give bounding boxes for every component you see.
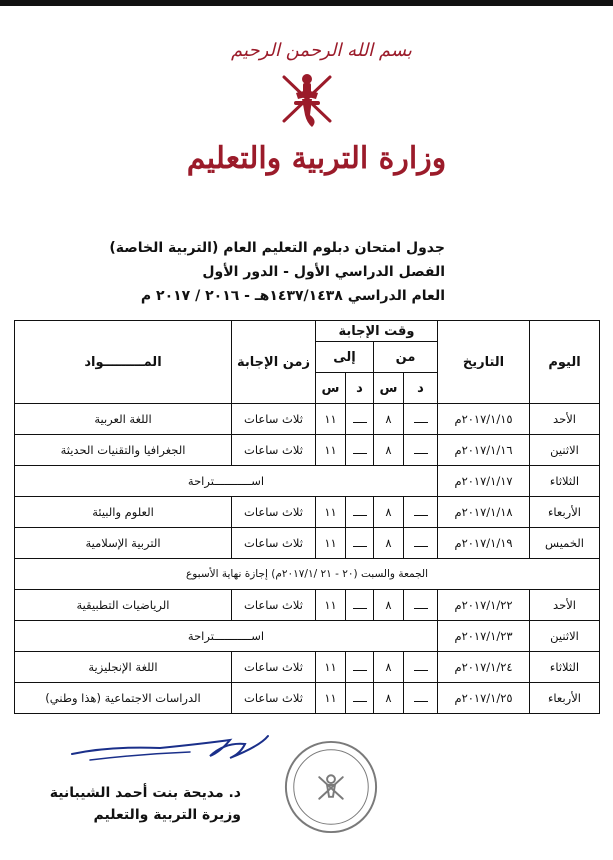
rest-day-label: اســـــــــــتراحة	[15, 621, 438, 652]
letterhead	[0, 40, 613, 176]
row-subject: التربية الإسلامية	[15, 528, 232, 559]
row-date: ٢٠١٧/١/٢٤م	[438, 652, 530, 683]
row-to-hour: ١١	[316, 590, 346, 621]
row-day: الاثنين	[530, 621, 600, 652]
table-header-row	[15, 321, 600, 342]
dash	[414, 422, 428, 423]
row-from-hour: ٨	[374, 404, 404, 435]
row-subject: الرياضيات التطبيقية	[15, 590, 232, 621]
official-stamp-icon	[282, 738, 380, 836]
title-line-1: جدول امتحان دبلوم التعليم العام (التربية الخاصة)	[109, 240, 445, 256]
row-date: ٢٠١٧/١/١٧م	[438, 466, 530, 497]
row-to-hour: ١١	[316, 528, 346, 559]
dash	[414, 515, 428, 516]
table-row	[15, 590, 600, 621]
title-line-2: الفصل الدراسي الأول - الدور الأول	[202, 264, 445, 280]
row-duration: ثلاث ساعات	[232, 497, 316, 528]
row-subject: الدراسات الاجتماعية (هذا وطني)	[15, 683, 232, 714]
khanjar-emblem-icon	[272, 65, 342, 135]
row-day: الثلاثاء	[530, 652, 600, 683]
row-day: الأربعاء	[530, 683, 600, 714]
signatory-title: وزيرة التربية والتعليم	[93, 807, 241, 823]
dash	[414, 670, 428, 671]
dash	[353, 701, 367, 702]
dash	[414, 453, 428, 454]
header-from: من	[374, 342, 438, 373]
row-to-hour: ١١	[316, 683, 346, 714]
row-day: الثلاثاء	[530, 466, 600, 497]
rest-day-label: اســـــــــــتراحة	[15, 466, 438, 497]
document-titles	[109, 236, 445, 308]
row-duration: ثلاث ساعات	[232, 590, 316, 621]
row-duration: ثلاث ساعات	[232, 683, 316, 714]
title-line-3: العام الدراسي ١٤٣٧/١٤٣٨هـ - ٢٠١٦ / ٢٠١٧ م	[140, 288, 445, 304]
dash	[414, 546, 428, 547]
row-from-hour: ٨	[374, 590, 404, 621]
row-from-hour: ٨	[374, 683, 404, 714]
dash	[353, 422, 367, 423]
table-row	[15, 497, 600, 528]
table-row-rest	[15, 466, 600, 497]
row-duration: ثلاث ساعات	[232, 528, 316, 559]
row-duration: ثلاث ساعات	[232, 435, 316, 466]
ministry-name: وزارة التربية والتعليم	[186, 141, 447, 176]
row-to-hour: ١١	[316, 652, 346, 683]
dash	[353, 453, 367, 454]
signatory-name: د. مديحة بنت أحمد الشيبانية	[49, 785, 241, 801]
row-day: الأحد	[530, 590, 600, 621]
row-subject: اللغة العربية	[15, 404, 232, 435]
header-answer-time: وقت الإجابة	[316, 321, 438, 342]
table-row	[15, 528, 600, 559]
basmala: بسم الله الرحمن الرحيم	[231, 40, 412, 61]
dash	[353, 670, 367, 671]
row-date: ٢٠١٧/١/١٩م	[438, 528, 530, 559]
row-to-hour: ١١	[316, 404, 346, 435]
row-day: الأربعاء	[530, 497, 600, 528]
row-date: ٢٠١٧/١/١٥م	[438, 404, 530, 435]
signatory-block	[50, 782, 241, 826]
row-date: ٢٠١٧/١/٢٥م	[438, 683, 530, 714]
unit-minute-from: د	[404, 373, 438, 404]
row-duration: ثلاث ساعات	[232, 404, 316, 435]
row-subject: اللغة الإنجليزية	[15, 652, 232, 683]
table-row-rest	[15, 621, 600, 652]
weekend-note: الجمعة والسبت (٢٠ - ٢١ /٢٠١٧/١م) إجازة نهاية الأسبوع	[15, 559, 600, 590]
table-row	[15, 652, 600, 683]
header-duration: زمن الإجابة	[232, 321, 316, 404]
row-subject: العلوم والبيئة	[15, 497, 232, 528]
dash	[353, 608, 367, 609]
exam-schedule-table	[14, 320, 600, 714]
dash	[353, 515, 367, 516]
dash	[414, 701, 428, 702]
row-date: ٢٠١٧/١/٢٢م	[438, 590, 530, 621]
header-to: إلى	[316, 342, 374, 373]
row-date: ٢٠١٧/١/١٦م	[438, 435, 530, 466]
row-to-hour: ١١	[316, 435, 346, 466]
row-duration: ثلاث ساعات	[232, 652, 316, 683]
row-from-hour: ٨	[374, 652, 404, 683]
unit-minute-to: د	[346, 373, 374, 404]
handwritten-signature	[70, 732, 270, 772]
table-row	[15, 404, 600, 435]
row-to-hour: ١١	[316, 497, 346, 528]
row-from-hour: ٨	[374, 435, 404, 466]
unit-hour-to: س	[316, 373, 346, 404]
row-from-hour: ٨	[374, 497, 404, 528]
row-day: الخميس	[530, 528, 600, 559]
table-row	[15, 435, 600, 466]
row-from-hour: ٨	[374, 528, 404, 559]
dash	[353, 546, 367, 547]
header-subject: المـــــــــواد	[15, 321, 232, 404]
row-day: الأحد	[530, 404, 600, 435]
unit-hour-from: س	[374, 373, 404, 404]
dash	[414, 608, 428, 609]
table-row-weekend	[15, 559, 600, 590]
row-day: الاثنين	[530, 435, 600, 466]
header-date: التاريخ	[438, 321, 530, 404]
row-subject: الجغرافيا والتقنيات الحديثة	[15, 435, 232, 466]
row-date: ٢٠١٧/١/١٨م	[438, 497, 530, 528]
top-border	[0, 0, 613, 6]
row-date: ٢٠١٧/١/٢٣م	[438, 621, 530, 652]
header-day: اليوم	[530, 321, 600, 404]
table-row	[15, 683, 600, 714]
